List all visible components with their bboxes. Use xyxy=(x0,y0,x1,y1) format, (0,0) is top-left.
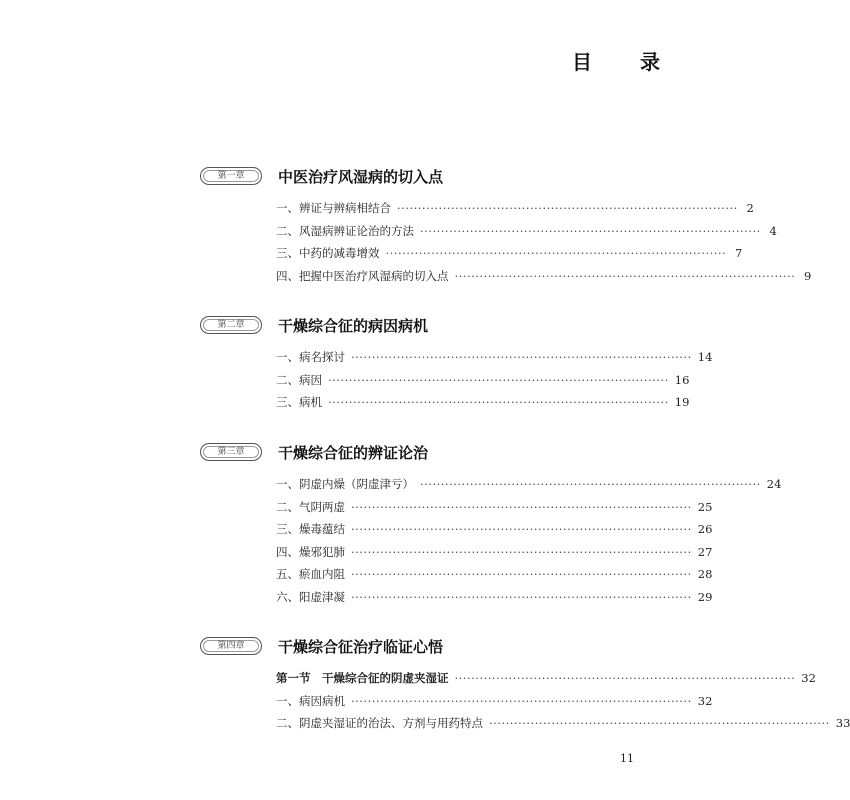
entry-label: 四、把握中医治疗风湿病的切入点 xyxy=(276,268,449,283)
entry-page: 33 xyxy=(835,716,850,730)
entry-label: 四、燥邪犯肺 xyxy=(276,544,345,559)
leader-dots: ·················································································· xyxy=(351,350,692,364)
entry-page: 4 xyxy=(769,223,777,238)
entry-label: 一、辨证与辨病相结合 xyxy=(276,201,391,215)
leader-dots: ·················································································· xyxy=(351,567,692,581)
entry-label: 二、病因 xyxy=(276,372,322,387)
entry-label: 三、燥毒蕴结 xyxy=(276,522,345,536)
entry-page: 24 xyxy=(766,477,782,491)
entry-page: 32 xyxy=(697,693,713,708)
leader-dots: ·················································································· xyxy=(351,589,692,604)
toc-entry[interactable] xyxy=(276,715,850,738)
chapter-4 xyxy=(200,635,850,738)
toc-entries xyxy=(276,476,782,611)
entry-page: 28 xyxy=(697,567,713,581)
toc-entry[interactable] xyxy=(276,476,782,499)
entry-page: 25 xyxy=(697,499,713,514)
entry-page: 26 xyxy=(697,522,713,536)
leader-dots: ·················································································· xyxy=(397,201,738,215)
toc-entry[interactable] xyxy=(276,268,812,291)
entry-page: 19 xyxy=(674,395,690,409)
leader-dots: ·················································································· xyxy=(454,671,796,685)
entry-label: 第一节 干燥综合征的阴虚夹湿证 xyxy=(276,671,449,685)
entry-label: 六、阳虚津凝 xyxy=(276,589,345,604)
leader-dots: ·················································································· xyxy=(328,395,669,409)
chapter-badge: 第一章 xyxy=(200,167,262,185)
chapter-badge: 第二章 xyxy=(200,316,262,334)
toc-entry[interactable] xyxy=(276,349,713,372)
leader-dots: ·················································································· xyxy=(351,522,692,536)
entry-page: 7 xyxy=(734,246,743,260)
toc-entry[interactable] xyxy=(276,223,777,246)
chapter-heading xyxy=(200,441,634,463)
entry-label: 一、阴虚内燥（阴虚津亏） xyxy=(276,477,414,491)
toc-entry[interactable] xyxy=(276,693,713,716)
chapter-2 xyxy=(200,314,713,417)
toc-entry[interactable] xyxy=(276,521,713,544)
chapter-1 xyxy=(200,165,812,290)
toc-entries xyxy=(276,670,850,738)
leader-dots: ·················································································· xyxy=(420,223,761,238)
entry-label: 二、气阴两虚 xyxy=(276,499,345,514)
entry-page: 14 xyxy=(697,350,713,364)
chapter-heading xyxy=(200,635,634,657)
leader-dots: ·················································································· xyxy=(328,372,669,387)
entry-page: 32 xyxy=(801,671,816,685)
toc-entry[interactable] xyxy=(276,566,713,589)
entry-page: 29 xyxy=(697,589,713,604)
leader-dots: ·················································································· xyxy=(420,477,761,491)
chapter-badge: 第三章 xyxy=(200,443,262,461)
toc-entry[interactable] xyxy=(276,589,713,612)
chapter-title[interactable]: 干燥综合征的病因病机 xyxy=(278,316,429,335)
chapter-3 xyxy=(200,441,782,611)
entry-label: 一、病因病机 xyxy=(276,693,345,708)
leader-dots: ·················································································· xyxy=(351,544,692,559)
page-title: 目 录 xyxy=(572,50,674,74)
leader-dots: ·················································································· xyxy=(489,716,830,730)
leader-dots: ·················································································· xyxy=(351,499,692,514)
entry-page: 2 xyxy=(746,201,754,215)
entry-label: 二、风湿病辨证论治的方法 xyxy=(276,223,414,238)
chapter-title[interactable]: 中医治疗风湿病的切入点 xyxy=(278,167,444,186)
toc-entry[interactable] xyxy=(276,394,690,417)
entry-page: 27 xyxy=(697,544,713,559)
leader-dots: ·················································································· xyxy=(454,268,796,283)
chapter-title[interactable]: 干燥综合征的辨证论治 xyxy=(278,443,429,462)
toc-entries xyxy=(276,200,812,290)
chapter-heading xyxy=(200,314,634,336)
toc-entry[interactable] xyxy=(276,200,754,223)
chapter-heading xyxy=(200,165,634,187)
toc-entry[interactable] xyxy=(276,245,743,268)
entry-page: 9 xyxy=(803,268,812,283)
toc-entry[interactable] xyxy=(276,499,713,522)
entry-label: 三、中药的减毒增效 xyxy=(276,246,380,260)
entry-label: 三、病机 xyxy=(276,395,322,409)
entry-label: 五、瘀血内阻 xyxy=(276,567,345,581)
toc-section-entry[interactable] xyxy=(276,670,816,693)
entry-label: 一、病名探讨 xyxy=(276,350,345,364)
entry-label: 二、阴虚夹湿证的治法、方剂与用药特点 xyxy=(276,716,483,730)
leader-dots: ·················································································· xyxy=(351,693,692,708)
toc-entry[interactable] xyxy=(276,544,713,567)
chapter-title[interactable]: 干燥综合征治疗临证心悟 xyxy=(278,637,444,656)
leader-dots: ·················································································· xyxy=(385,246,727,260)
toc-entries xyxy=(276,349,713,417)
page-number: 11 xyxy=(620,752,634,765)
chapter-badge: 第四章 xyxy=(200,637,262,655)
toc-entry[interactable] xyxy=(276,372,690,395)
entry-page: 16 xyxy=(674,372,690,387)
